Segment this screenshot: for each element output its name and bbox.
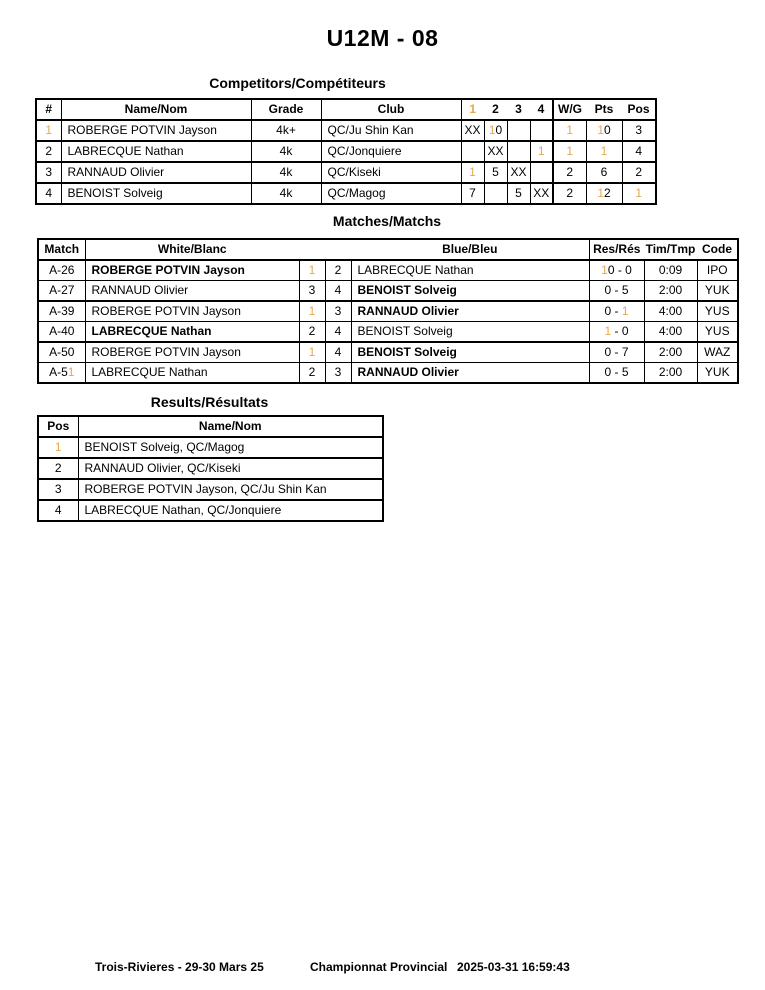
matches-body bbox=[38, 260, 738, 383]
match-time: 2:00 bbox=[644, 342, 697, 363]
results-table bbox=[37, 415, 384, 522]
competitors-col-header: Club bbox=[321, 99, 461, 120]
competitor-result-vs-4 bbox=[530, 120, 553, 141]
competitor-name: LABRECQUE Nathan bbox=[61, 141, 251, 162]
match-blue-number: 2 bbox=[325, 260, 351, 281]
match-white-number: 2 bbox=[299, 363, 325, 384]
competitor-name: RANNAUD Olivier bbox=[61, 162, 251, 183]
match-id: A-39 bbox=[38, 301, 85, 322]
match-row bbox=[38, 260, 738, 281]
match-blue-number: 4 bbox=[325, 281, 351, 302]
result-row bbox=[38, 437, 383, 458]
result-position: 2 bbox=[38, 458, 78, 479]
competitor-grade: 4k bbox=[251, 183, 321, 204]
result-name: BENOIST Solveig, QC/Magog bbox=[78, 437, 383, 458]
matches-col-header: Blue/Bleu bbox=[351, 239, 589, 260]
competitor-number: 2 bbox=[36, 141, 61, 162]
results-heading: Results/Résultats bbox=[150, 394, 269, 410]
result-row bbox=[38, 458, 383, 479]
match-result: 10 - 0 bbox=[589, 260, 644, 281]
match-white-number: 1 bbox=[299, 301, 325, 322]
matches-col-header: Code bbox=[697, 239, 738, 260]
match-code: YUS bbox=[697, 301, 738, 322]
match-time: 0:09 bbox=[644, 260, 697, 281]
match-row bbox=[38, 342, 738, 363]
results-col-header: Pos bbox=[38, 416, 78, 437]
match-row bbox=[38, 301, 738, 322]
match-row bbox=[38, 363, 738, 384]
match-white-player: LABRECQUE Nathan bbox=[85, 322, 299, 343]
competitor-row bbox=[36, 183, 656, 204]
match-white-player: RANNAUD Olivier bbox=[85, 281, 299, 302]
match-blue-number: 4 bbox=[325, 322, 351, 343]
match-blue-number: 3 bbox=[325, 301, 351, 322]
match-code: YUK bbox=[697, 281, 738, 302]
match-result: 1 - 0 bbox=[589, 322, 644, 343]
competitor-points: 6 bbox=[586, 162, 622, 183]
results-header-row bbox=[38, 416, 383, 437]
competitor-wins: 2 bbox=[553, 183, 586, 204]
match-id: A-40 bbox=[38, 322, 85, 343]
competitor-row bbox=[36, 120, 656, 141]
matches-col-header bbox=[299, 239, 325, 260]
match-white-player: ROBERGE POTVIN Jayson bbox=[85, 342, 299, 363]
match-time: 4:00 bbox=[644, 301, 697, 322]
competitors-heading: Competitors/Compétiteurs bbox=[209, 75, 386, 91]
competitor-club: QC/Ju Shin Kan bbox=[321, 120, 461, 141]
competitors-col-header: 2 bbox=[484, 99, 507, 120]
competitors-col-header: 1 bbox=[461, 99, 484, 120]
match-white-player: ROBERGE POTVIN Jayson bbox=[85, 301, 299, 322]
competitor-club: QC/Magog bbox=[321, 183, 461, 204]
match-time: 2:00 bbox=[644, 363, 697, 384]
matches-col-header: Tim/Tmp bbox=[644, 239, 697, 260]
competitor-result-vs-3: XX bbox=[507, 162, 530, 183]
competitor-number: 3 bbox=[36, 162, 61, 183]
matches-col-header: White/Blanc bbox=[85, 239, 299, 260]
results-header bbox=[38, 416, 383, 437]
matches-header bbox=[38, 239, 738, 260]
match-white-number: 3 bbox=[299, 281, 325, 302]
match-row bbox=[38, 281, 738, 302]
matches-col-header: Res/Rés bbox=[589, 239, 644, 260]
match-time: 4:00 bbox=[644, 322, 697, 343]
competitor-row bbox=[36, 162, 656, 183]
competitors-col-header: Pts bbox=[586, 99, 622, 120]
competitor-wins: 1 bbox=[553, 120, 586, 141]
competitors-col-header: Name/Nom bbox=[61, 99, 251, 120]
matches-heading: Matches/Matchs bbox=[332, 213, 442, 229]
competitor-result-vs-1: 1 bbox=[461, 162, 484, 183]
competitor-club: QC/Jonquiere bbox=[321, 141, 461, 162]
result-name: RANNAUD Olivier, QC/Kiseki bbox=[78, 458, 383, 479]
competitor-wins: 1 bbox=[553, 141, 586, 162]
results-col-header: Name/Nom bbox=[78, 416, 383, 437]
competitor-points: 12 bbox=[586, 183, 622, 204]
match-white-player: LABRECQUE Nathan bbox=[85, 363, 299, 384]
result-position: 4 bbox=[38, 500, 78, 521]
result-position: 1 bbox=[38, 437, 78, 458]
competitor-result-vs-4: 1 bbox=[530, 141, 553, 162]
competitor-result-vs-2: 10 bbox=[484, 120, 507, 141]
match-code: IPO bbox=[697, 260, 738, 281]
result-row bbox=[38, 500, 383, 521]
competitor-club: QC/Kiseki bbox=[321, 162, 461, 183]
competitors-table bbox=[35, 98, 657, 205]
competitors-body bbox=[36, 120, 656, 204]
competitor-result-vs-2: XX bbox=[484, 141, 507, 162]
competitor-result-vs-4: XX bbox=[530, 183, 553, 204]
match-white-number: 2 bbox=[299, 322, 325, 343]
competitor-points: 10 bbox=[586, 120, 622, 141]
results-body bbox=[38, 437, 383, 521]
match-result: 0 - 1 bbox=[589, 301, 644, 322]
competitor-row bbox=[36, 141, 656, 162]
match-code: YUK bbox=[697, 363, 738, 384]
matches-col-header: Match bbox=[38, 239, 85, 260]
competitor-result-vs-3 bbox=[507, 141, 530, 162]
competitors-col-header: 4 bbox=[530, 99, 553, 120]
competitor-position: 4 bbox=[622, 141, 656, 162]
competitors-header bbox=[36, 99, 656, 120]
competitor-position: 1 bbox=[622, 183, 656, 204]
competitor-result-vs-4 bbox=[530, 162, 553, 183]
competitor-result-vs-1 bbox=[461, 141, 484, 162]
competitor-result-vs-3 bbox=[507, 120, 530, 141]
match-code: YUS bbox=[697, 322, 738, 343]
competitors-header-row bbox=[36, 99, 656, 120]
matches-table bbox=[37, 238, 739, 384]
competitor-result-vs-3: 5 bbox=[507, 183, 530, 204]
match-id: A-51 bbox=[38, 363, 85, 384]
result-name: ROBERGE POTVIN Jayson, QC/Ju Shin Kan bbox=[78, 479, 383, 500]
competitor-grade: 4k+ bbox=[251, 120, 321, 141]
competitor-name: BENOIST Solveig bbox=[61, 183, 251, 204]
match-time: 2:00 bbox=[644, 281, 697, 302]
match-id: A-26 bbox=[38, 260, 85, 281]
result-row bbox=[38, 479, 383, 500]
match-blue-player: LABRECQUE Nathan bbox=[351, 260, 589, 281]
competitors-col-header: 3 bbox=[507, 99, 530, 120]
match-blue-player: RANNAUD Olivier bbox=[351, 301, 589, 322]
competitors-col-header: Pos bbox=[622, 99, 656, 120]
match-result: 0 - 7 bbox=[589, 342, 644, 363]
match-result: 0 - 5 bbox=[589, 281, 644, 302]
footer-event-name: Championnat Provincial bbox=[310, 960, 448, 974]
competitor-wins: 2 bbox=[553, 162, 586, 183]
match-blue-number: 3 bbox=[325, 363, 351, 384]
competitors-col-header: # bbox=[36, 99, 61, 120]
result-name: LABRECQUE Nathan, QC/Jonquiere bbox=[78, 500, 383, 521]
competitor-position: 3 bbox=[622, 120, 656, 141]
competitors-col-header: Grade bbox=[251, 99, 321, 120]
match-row bbox=[38, 322, 738, 343]
match-code: WAZ bbox=[697, 342, 738, 363]
competitor-number: 4 bbox=[36, 183, 61, 204]
match-white-number: 1 bbox=[299, 260, 325, 281]
competitor-position: 2 bbox=[622, 162, 656, 183]
match-id: A-27 bbox=[38, 281, 85, 302]
match-blue-player: BENOIST Solveig bbox=[351, 322, 589, 343]
competitor-result-vs-1: 7 bbox=[461, 183, 484, 204]
competitor-grade: 4k bbox=[251, 162, 321, 183]
match-blue-number: 4 bbox=[325, 342, 351, 363]
result-position: 3 bbox=[38, 479, 78, 500]
match-blue-player: RANNAUD Olivier bbox=[351, 363, 589, 384]
footer-event-location: Trois-Rivieres - 29-30 Mars 25 bbox=[95, 960, 264, 974]
competitors-col-header: W/G bbox=[553, 99, 586, 120]
competitor-number: 1 bbox=[36, 120, 61, 141]
competitor-result-vs-2: 5 bbox=[484, 162, 507, 183]
matches-header-row bbox=[38, 239, 738, 260]
match-white-number: 1 bbox=[299, 342, 325, 363]
match-white-player: ROBERGE POTVIN Jayson bbox=[85, 260, 299, 281]
footer-timestamp: 2025-03-31 16:59:43 bbox=[457, 960, 570, 974]
match-blue-player: BENOIST Solveig bbox=[351, 281, 589, 302]
competitor-result-vs-1: XX bbox=[461, 120, 484, 141]
match-id: A-50 bbox=[38, 342, 85, 363]
competitor-result-vs-2 bbox=[484, 183, 507, 204]
match-result: 0 - 5 bbox=[589, 363, 644, 384]
competitor-points: 1 bbox=[586, 141, 622, 162]
competitor-name: ROBERGE POTVIN Jayson bbox=[61, 120, 251, 141]
match-blue-player: BENOIST Solveig bbox=[351, 342, 589, 363]
page-title: U12M - 08 bbox=[326, 25, 439, 51]
competitor-grade: 4k bbox=[251, 141, 321, 162]
matches-col-header bbox=[325, 239, 351, 260]
